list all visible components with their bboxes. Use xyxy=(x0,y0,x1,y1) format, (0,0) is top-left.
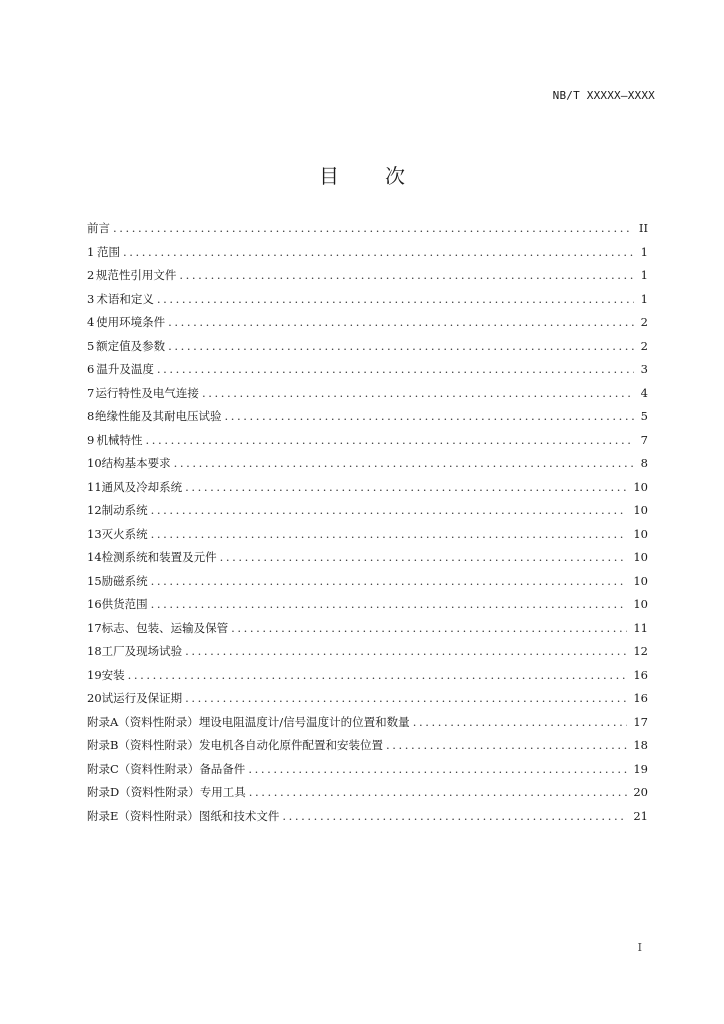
toc-entry[interactable] xyxy=(87,547,648,571)
toc-leader-dots xyxy=(151,571,628,591)
toc-entry-label: 温升及温度 xyxy=(96,362,154,376)
toc-entry[interactable] xyxy=(87,665,648,689)
toc-leader-dots xyxy=(157,359,634,379)
toc-entry-page: 10 xyxy=(633,573,648,588)
toc-entry[interactable] xyxy=(87,618,648,642)
toc-appendix-entry[interactable] xyxy=(87,759,648,783)
toc-entry[interactable] xyxy=(87,430,648,454)
toc-entry-number: 18 xyxy=(87,644,102,658)
toc-entry-page: 1 xyxy=(640,291,648,306)
toc-leader-dots xyxy=(220,547,628,567)
toc-entry-number: 6 xyxy=(87,362,95,376)
toc-entry[interactable] xyxy=(87,641,648,665)
toc-leader-dots xyxy=(225,406,635,426)
toc-appendix-entry[interactable] xyxy=(87,712,648,736)
toc-entry-number: 15 xyxy=(87,573,102,588)
toc-entry-page: 11 xyxy=(633,620,648,635)
appendix-label: 专用工具 xyxy=(199,785,246,799)
toc-entry-label: 使用环境条件 xyxy=(96,315,166,329)
toc-entry-label: 前言 xyxy=(87,221,110,235)
toc-entry-page: 16 xyxy=(633,667,648,682)
toc-entry-label: 安装 xyxy=(101,667,125,682)
toc-entry-page: 5 xyxy=(640,409,648,423)
appendix-label: 发电机各自动化原件配置和安装位置 xyxy=(198,738,383,752)
toc-entry-label: 范围 xyxy=(96,244,120,259)
toc-entry-number: 14 xyxy=(87,550,102,564)
toc-entry[interactable] xyxy=(87,289,648,313)
toc-entry-page: 4 xyxy=(640,385,648,400)
toc-entry-label: 检测系统和装置及元件 xyxy=(101,550,217,564)
toc-appendix-entry[interactable] xyxy=(87,806,648,830)
toc-entry-label: 结构基本要求 xyxy=(101,456,171,470)
toc-entry-number: 20 xyxy=(87,691,102,705)
toc-leader-dots xyxy=(185,641,627,661)
standard-code: NB/T XXXXX—XXXX xyxy=(552,89,655,102)
appendix-label: 埋设电阻温度计/信号温度计的位置和数量 xyxy=(198,714,410,729)
toc-entry-number: 9 xyxy=(87,432,95,447)
toc-entry[interactable] xyxy=(87,453,648,477)
title-char-1: 目 xyxy=(319,164,339,188)
toc-leader-dots xyxy=(248,759,627,779)
toc-appendix-entry[interactable] xyxy=(87,735,648,759)
toc-entry-label: 供货范围 xyxy=(101,597,148,611)
toc-leader-dots xyxy=(168,336,634,356)
toc-leader-dots xyxy=(202,383,634,403)
appendix-page: 17 xyxy=(633,714,648,729)
toc-entry-number: 2 xyxy=(87,268,95,282)
footer-page-number: I xyxy=(637,941,642,954)
appendix-label: 备品备件 xyxy=(199,761,246,776)
toc-entry[interactable] xyxy=(87,500,648,524)
toc-entry-number: 12 xyxy=(87,503,102,517)
appendix-page: 19 xyxy=(633,761,648,776)
toc-entry[interactable] xyxy=(87,383,648,407)
toc-leader-dots xyxy=(146,430,634,450)
toc-entry-page: 3 xyxy=(640,362,648,376)
toc-entry[interactable] xyxy=(87,406,648,430)
toc-entry-label: 工厂及现场试验 xyxy=(101,644,183,658)
toc-entry[interactable] xyxy=(87,359,648,383)
toc-entry-page: 16 xyxy=(633,691,648,705)
toc-leader-dots xyxy=(157,289,634,309)
toc-entry-label: 灭火系统 xyxy=(101,526,148,541)
toc-entry-number: 13 xyxy=(87,526,102,541)
toc-entry-page: 10 xyxy=(633,479,648,494)
toc-entry-label: 机械特性 xyxy=(96,432,143,447)
toc-entry[interactable] xyxy=(87,242,648,266)
toc-entry[interactable] xyxy=(87,218,648,242)
appendix-prefix: 附录C（资料性附录） xyxy=(87,761,200,776)
toc-entry-label: 试运行及保证期 xyxy=(101,691,183,705)
toc-entry-label: 术语和定义 xyxy=(96,291,154,306)
toc-entry[interactable] xyxy=(87,265,648,289)
toc-entry-number: 1 xyxy=(87,244,95,259)
toc-entry[interactable] xyxy=(87,571,648,595)
toc-entry-label: 通风及冷却系统 xyxy=(101,479,183,494)
toc-entry-number: 7 xyxy=(87,385,95,400)
toc-entry-number: 3 xyxy=(87,291,95,306)
toc-entry-label: 规范性引用文件 xyxy=(95,268,177,282)
toc-entry-label: 励磁系统 xyxy=(101,573,148,588)
toc-entry-number: 17 xyxy=(87,620,102,635)
toc-entry[interactable] xyxy=(87,688,648,712)
toc-entry-label: 绝缘性能及其耐电压试验 xyxy=(95,409,222,423)
toc-entry-page: 10 xyxy=(633,526,648,541)
toc-entry[interactable] xyxy=(87,524,648,548)
toc-leader-dots xyxy=(179,265,634,285)
toc-entry[interactable] xyxy=(87,477,648,501)
toc-entry-number: 11 xyxy=(87,479,102,494)
toc-entry-number: 4 xyxy=(87,315,95,329)
toc-leader-dots xyxy=(386,735,627,755)
toc-entry-number: 10 xyxy=(87,456,102,470)
toc-entry-label: 标志、包装、运输及保管 xyxy=(101,620,229,635)
toc-entry-page: II xyxy=(638,221,648,235)
toc-leader-dots xyxy=(249,782,628,802)
toc-leader-dots xyxy=(113,218,633,238)
appendix-prefix: 附录E（资料性附录） xyxy=(87,808,199,823)
toc-entry-number: 16 xyxy=(87,597,102,611)
toc-entry-page: 7 xyxy=(640,432,648,447)
toc-leader-dots xyxy=(413,712,628,732)
appendix-prefix: 附录B（资料性附录） xyxy=(87,738,199,752)
toc-entry[interactable] xyxy=(87,312,648,336)
title-char-2: 次 xyxy=(385,164,405,188)
toc-entry-page: 2 xyxy=(640,315,648,329)
toc-leader-dots xyxy=(151,524,628,544)
toc-entry-page: 10 xyxy=(633,503,648,517)
toc-entry-page: 1 xyxy=(640,244,648,259)
appendix-prefix: 附录A（资料性附录） xyxy=(87,714,199,729)
toc-entry-number: 5 xyxy=(87,338,95,353)
toc-leader-dots xyxy=(174,453,634,473)
toc-leader-dots xyxy=(231,618,627,638)
toc-appendix-entry[interactable] xyxy=(87,782,648,806)
toc-leader-dots xyxy=(168,312,634,332)
toc-entry-page: 10 xyxy=(633,597,648,611)
toc-entry-page: 2 xyxy=(640,338,648,353)
toc-entry-number: 19 xyxy=(87,667,102,682)
toc-entry[interactable] xyxy=(87,336,648,360)
toc-entry-label: 运行特性及电气连接 xyxy=(95,385,199,400)
toc-entry-page: 12 xyxy=(633,644,648,658)
toc-entry-number: 8 xyxy=(87,409,95,423)
page-title xyxy=(0,160,724,189)
table-of-contents xyxy=(87,218,648,829)
toc-leader-dots xyxy=(151,594,628,614)
toc-leader-dots xyxy=(123,242,634,262)
toc-entry-label: 制动系统 xyxy=(101,503,148,517)
toc-leader-dots xyxy=(282,806,627,826)
appendix-label: 图纸和技术文件 xyxy=(198,808,280,823)
toc-leader-dots xyxy=(128,665,628,685)
toc-entry-page: 8 xyxy=(640,456,648,470)
toc-leader-dots xyxy=(185,477,627,497)
appendix-page: 18 xyxy=(633,738,648,752)
toc-leader-dots xyxy=(185,688,627,708)
appendix-prefix: 附录D（资料性附录） xyxy=(87,785,200,799)
appendix-page: 20 xyxy=(633,785,648,799)
toc-entry-page: 1 xyxy=(640,268,648,282)
toc-entry-label: 额定值及参数 xyxy=(96,338,166,353)
appendix-page: 21 xyxy=(633,808,648,823)
toc-leader-dots xyxy=(151,500,628,520)
toc-entry-page: 10 xyxy=(633,550,648,564)
toc-entry[interactable] xyxy=(87,594,648,618)
